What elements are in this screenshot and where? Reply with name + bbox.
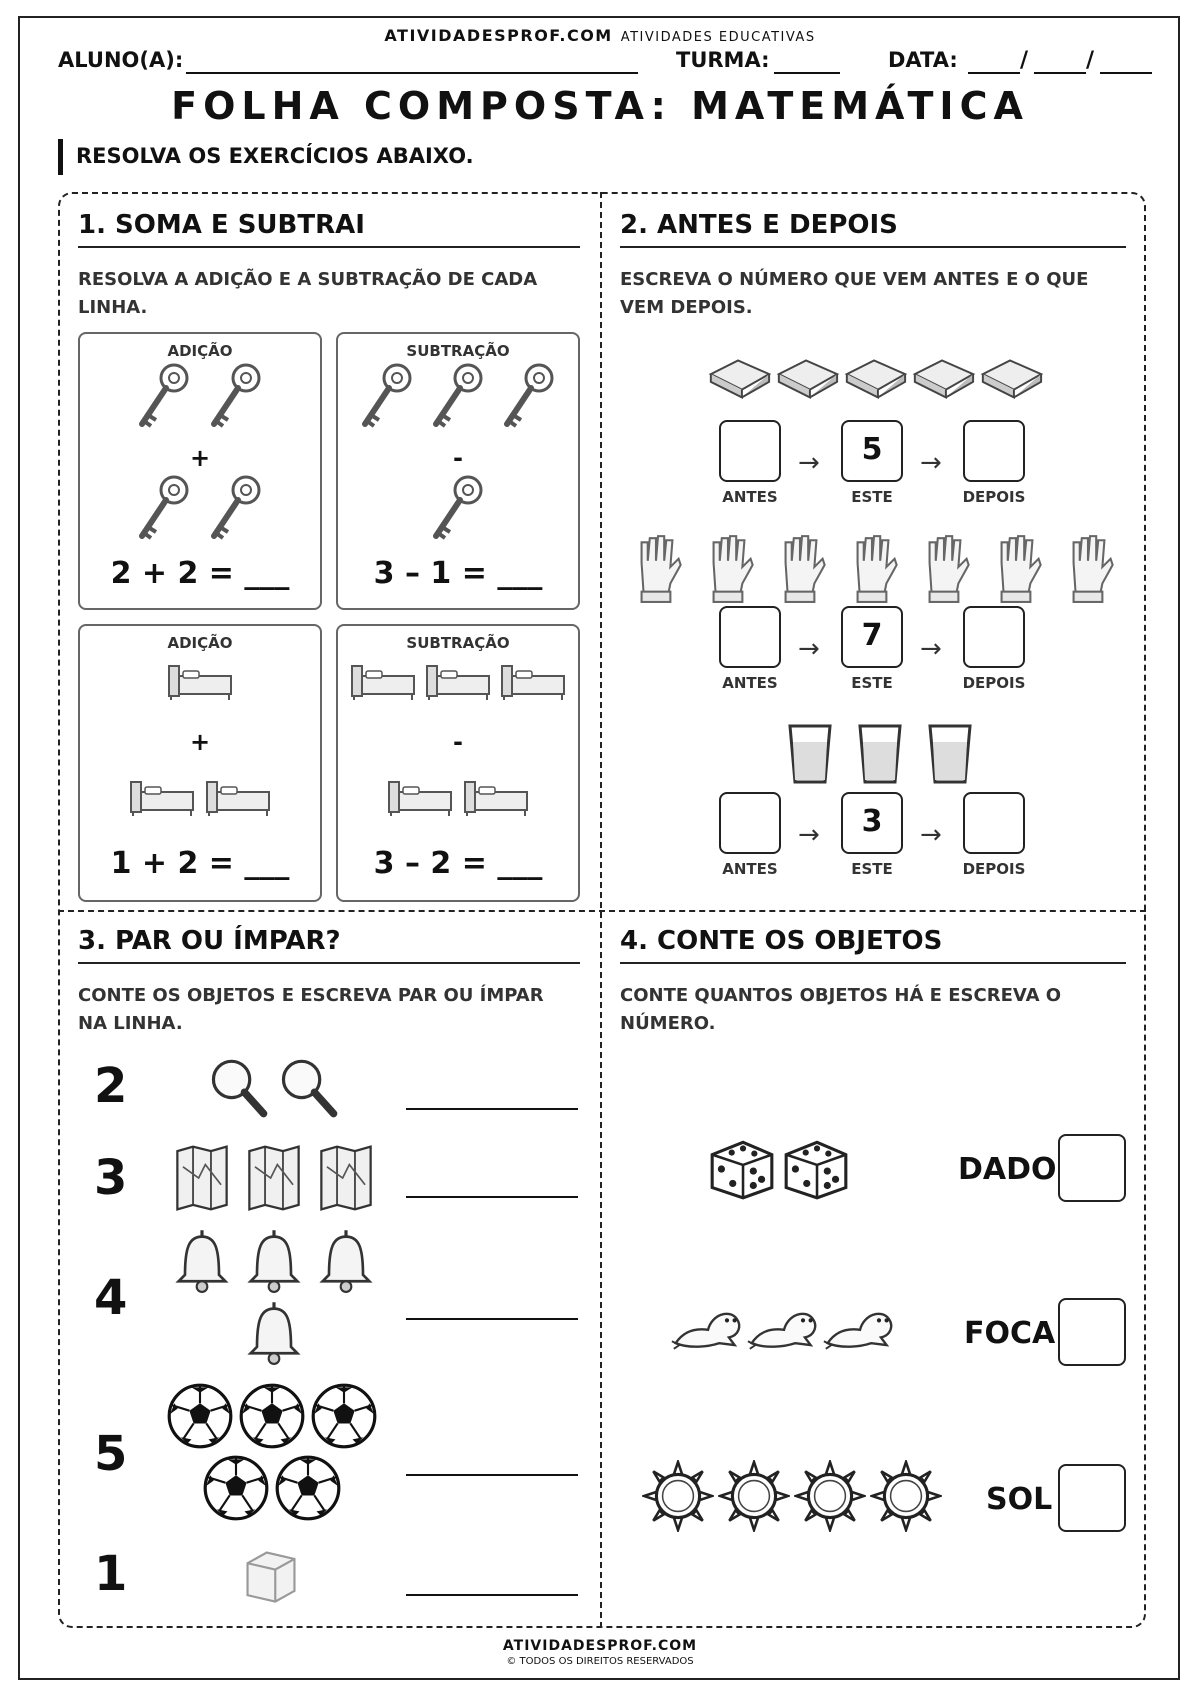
card-label: SUBTRAÇÃO bbox=[406, 342, 510, 360]
section-4-instruction: CONTE QUANTOS OBJETOS HÁ E ESCREVA O NÚMERO. bbox=[620, 985, 1062, 1034]
object-label: DADO bbox=[958, 1152, 1057, 1187]
key-icon bbox=[203, 472, 269, 552]
arrow-right-icon: → bbox=[920, 820, 942, 850]
date-separator: / bbox=[1086, 48, 1095, 73]
ball-group bbox=[166, 1382, 378, 1454]
arrow-right-icon: → bbox=[920, 448, 942, 478]
book-icon bbox=[773, 354, 841, 400]
answer-line[interactable] bbox=[406, 1318, 578, 1320]
row-number: 2 bbox=[94, 1058, 128, 1114]
date-day-line[interactable] bbox=[968, 72, 1020, 74]
subtraction-card bbox=[336, 624, 580, 902]
bed-group bbox=[338, 756, 578, 840]
operator: + bbox=[189, 444, 211, 472]
date-label: DATA: bbox=[888, 48, 958, 72]
section-3-instruction: CONTE OS OBJETOS E ESCREVA PAR OU ÍMPAR NA LINHA. bbox=[78, 985, 544, 1034]
date-month-line[interactable] bbox=[1034, 72, 1086, 74]
soccer-ball-icon bbox=[310, 1382, 378, 1450]
footer-rights: © TODOS OS DIREITOS RESERVADOS bbox=[506, 1656, 694, 1667]
instruction-bar bbox=[58, 139, 63, 175]
date-year-line[interactable] bbox=[1100, 72, 1152, 74]
operator: + bbox=[189, 728, 211, 756]
object-label: FOCA bbox=[964, 1316, 1056, 1351]
arrow-right-icon: → bbox=[798, 448, 820, 478]
bed-icon bbox=[348, 660, 418, 704]
section-1-title: 1. SOMA E SUBTRAI bbox=[78, 210, 580, 248]
addition-card bbox=[78, 624, 322, 902]
after-caption: DEPOIS bbox=[962, 674, 1026, 692]
magnifier-icon bbox=[206, 1056, 270, 1120]
map-icon bbox=[174, 1144, 230, 1212]
student-label: ALUNO(A): bbox=[58, 48, 184, 72]
glass-icon bbox=[855, 722, 905, 786]
ice-cube-icon bbox=[238, 1544, 304, 1608]
sun-group bbox=[642, 1460, 942, 1536]
class-line[interactable] bbox=[774, 72, 840, 74]
key-group bbox=[80, 472, 320, 556]
section-1-instruction: RESOLVA A ADIÇÃO E A SUBTRAÇÃO DE CADA LINHA. bbox=[78, 269, 538, 318]
this-number-box: 3 bbox=[841, 792, 903, 854]
before-caption: ANTES bbox=[722, 488, 778, 506]
answer-line[interactable] bbox=[406, 1474, 578, 1476]
key-icon bbox=[425, 360, 491, 440]
bell-icon bbox=[242, 1298, 306, 1366]
book-icon bbox=[841, 354, 909, 400]
bell-group bbox=[170, 1226, 378, 1298]
site-tagline: ATIVIDADES EDUCATIVAS bbox=[620, 30, 816, 45]
after-caption: DEPOIS bbox=[962, 860, 1026, 878]
glass-group bbox=[770, 722, 990, 790]
after-caption: DEPOIS bbox=[962, 488, 1026, 506]
key-icon bbox=[131, 472, 197, 552]
book-icon bbox=[977, 354, 1045, 400]
section-2-title: 2. ANTES E DEPOIS bbox=[620, 210, 1126, 248]
date-separator: / bbox=[1020, 48, 1029, 73]
subtraction-card bbox=[336, 332, 580, 610]
count-answer-box[interactable] bbox=[1058, 1134, 1126, 1202]
bed-icon bbox=[498, 660, 568, 704]
soccer-ball-icon bbox=[202, 1454, 270, 1522]
glove-icon bbox=[989, 532, 1045, 604]
bed-icon bbox=[385, 776, 455, 820]
bell-icon bbox=[314, 1226, 378, 1294]
class-label: TURMA: bbox=[676, 48, 770, 72]
bed-group bbox=[80, 756, 320, 840]
key-icon bbox=[425, 472, 491, 552]
seal-icon bbox=[670, 1302, 746, 1352]
operator: - bbox=[453, 444, 463, 472]
before-answer-box[interactable] bbox=[719, 420, 781, 482]
glove-icon bbox=[701, 532, 757, 604]
sun-icon bbox=[794, 1460, 866, 1532]
key-icon bbox=[131, 360, 197, 440]
book-icon bbox=[909, 354, 977, 400]
map-icon bbox=[318, 1144, 374, 1212]
ice-group bbox=[238, 1544, 304, 1612]
equation[interactable]: 3 – 2 = ___ bbox=[373, 846, 543, 881]
site-header bbox=[0, 26, 1200, 45]
soccer-ball-icon bbox=[166, 1382, 234, 1450]
page-instruction: RESOLVA OS EXERCÍCIOS ABAIXO. bbox=[76, 144, 474, 168]
bell-icon bbox=[170, 1226, 234, 1294]
book-group bbox=[690, 354, 1060, 404]
ball-group bbox=[202, 1454, 342, 1526]
after-answer-box[interactable] bbox=[963, 792, 1025, 854]
site-name: ATIVIDADESPROF.COM bbox=[384, 26, 613, 45]
section-4-title: 4. CONTE OS OBJETOS bbox=[620, 926, 1126, 964]
seal-group bbox=[670, 1302, 898, 1356]
glove-icon bbox=[1061, 532, 1117, 604]
student-name-line[interactable] bbox=[186, 72, 638, 74]
count-answer-box[interactable] bbox=[1058, 1298, 1126, 1366]
equation[interactable]: 3 – 1 = ___ bbox=[373, 556, 543, 591]
magnifier-icon bbox=[276, 1056, 340, 1120]
sun-icon bbox=[870, 1460, 942, 1532]
row-number: 3 bbox=[94, 1150, 128, 1206]
glove-icon bbox=[773, 532, 829, 604]
arrow-right-icon: → bbox=[920, 634, 942, 664]
magnifier-group bbox=[206, 1056, 340, 1124]
arrow-right-icon: → bbox=[798, 634, 820, 664]
before-answer-box[interactable] bbox=[719, 606, 781, 668]
book-icon bbox=[705, 354, 773, 400]
card-label: ADIÇÃO bbox=[167, 634, 233, 652]
answer-line[interactable] bbox=[406, 1196, 578, 1198]
addition-card bbox=[78, 332, 322, 610]
before-caption: ANTES bbox=[722, 860, 778, 878]
footer-site: ATIVIDADESPROF.COM bbox=[502, 1638, 698, 1654]
seal-icon bbox=[822, 1302, 898, 1352]
this-number-box: 7 bbox=[841, 606, 903, 668]
after-answer-box[interactable] bbox=[963, 606, 1025, 668]
glove-icon bbox=[845, 532, 901, 604]
card-label: SUBTRAÇÃO bbox=[406, 634, 510, 652]
key-group bbox=[80, 360, 320, 444]
bed-group bbox=[80, 652, 320, 728]
glove-icon bbox=[629, 532, 685, 604]
equation[interactable]: 1 + 2 = ___ bbox=[110, 846, 290, 881]
map-icon bbox=[246, 1144, 302, 1212]
key-group bbox=[338, 472, 578, 556]
after-answer-box[interactable] bbox=[963, 420, 1025, 482]
card-label: ADIÇÃO bbox=[167, 342, 233, 360]
bed-group bbox=[338, 652, 578, 728]
this-number-box: 5 bbox=[841, 420, 903, 482]
glass-icon bbox=[785, 722, 835, 786]
this-caption: ESTE bbox=[851, 860, 893, 878]
row-number: 5 bbox=[94, 1426, 128, 1482]
glove-icon bbox=[917, 532, 973, 604]
page-title: FOLHA COMPOSTA: MATEMÁTICA bbox=[171, 84, 1029, 128]
answer-line[interactable] bbox=[406, 1108, 578, 1110]
dice-group bbox=[706, 1134, 852, 1206]
soccer-ball-icon bbox=[274, 1454, 342, 1522]
bed-icon bbox=[127, 776, 197, 820]
glove-group bbox=[620, 532, 1126, 608]
section-2-instruction: ESCREVA O NÚMERO QUE VEM ANTES E O QUE VEM DEPOIS. bbox=[620, 269, 1089, 318]
bed-icon bbox=[461, 776, 531, 820]
key-group bbox=[338, 360, 578, 444]
row-number: 1 bbox=[94, 1546, 128, 1602]
key-icon bbox=[496, 360, 562, 440]
row-number: 4 bbox=[94, 1270, 128, 1326]
dice-icon bbox=[706, 1134, 778, 1202]
bed-icon bbox=[423, 660, 493, 704]
this-caption: ESTE bbox=[851, 674, 893, 692]
glass-icon bbox=[925, 722, 975, 786]
count-answer-box[interactable] bbox=[1058, 1464, 1126, 1532]
answer-line[interactable] bbox=[406, 1594, 578, 1596]
soccer-ball-icon bbox=[238, 1382, 306, 1450]
bed-icon bbox=[165, 660, 235, 704]
equation[interactable]: 2 + 2 = ___ bbox=[110, 556, 290, 591]
dice-icon bbox=[780, 1134, 852, 1202]
arrow-right-icon: → bbox=[798, 820, 820, 850]
key-icon bbox=[354, 360, 420, 440]
operator: - bbox=[453, 728, 463, 756]
this-caption: ESTE bbox=[851, 488, 893, 506]
section-3-title: 3. PAR OU ÍMPAR? bbox=[78, 926, 580, 964]
sun-icon bbox=[718, 1460, 790, 1532]
key-icon bbox=[203, 360, 269, 440]
bed-icon bbox=[203, 776, 273, 820]
before-answer-box[interactable] bbox=[719, 792, 781, 854]
object-label: SOL bbox=[986, 1482, 1053, 1517]
map-group bbox=[174, 1144, 374, 1216]
bell-group bbox=[242, 1298, 306, 1370]
bell-icon bbox=[242, 1226, 306, 1294]
before-caption: ANTES bbox=[722, 674, 778, 692]
seal-icon bbox=[746, 1302, 822, 1352]
grid-horizontal-divider bbox=[58, 910, 1146, 912]
sun-icon bbox=[642, 1460, 714, 1532]
